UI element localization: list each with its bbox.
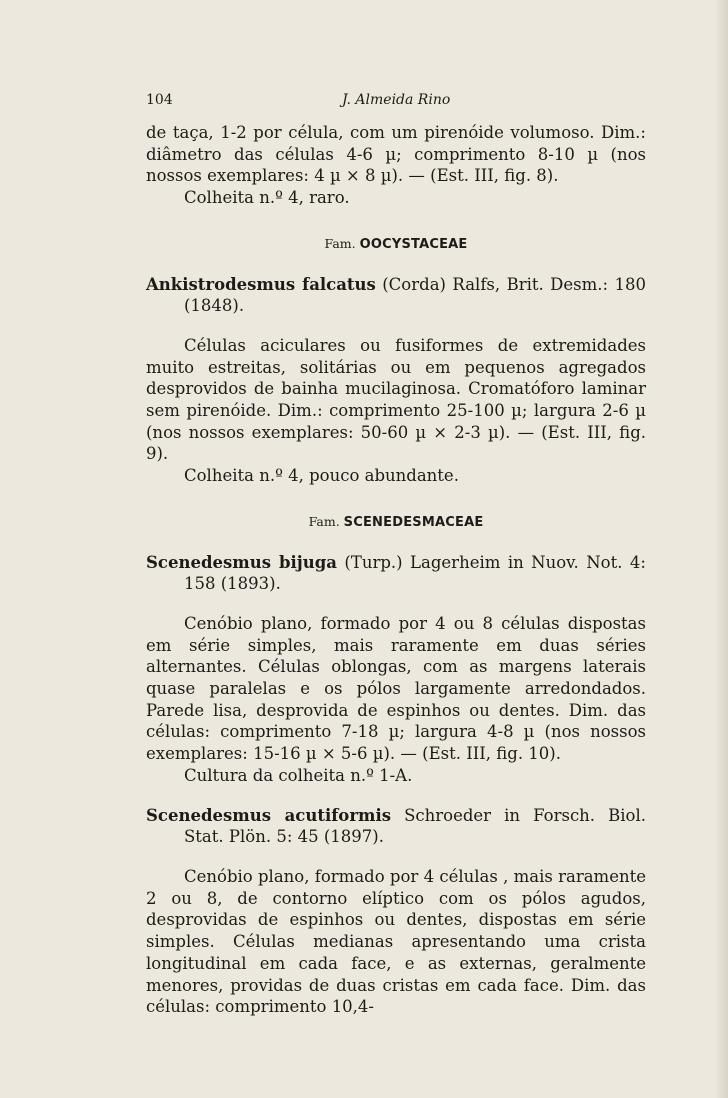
species-name: Scenedesmus bijuga xyxy=(146,552,337,572)
page-number: 104 xyxy=(146,92,173,108)
running-header xyxy=(146,92,646,112)
species-entry-scenedesmus-acutiformis xyxy=(146,805,646,848)
species-description: Cenóbio plano, formado por 4 ou 8 células dispostas em série simples, mais raramente em duas séries alternantes. Células oblongas, com as margens laterais quase paralelas e os pólos largamente arredondados. Parede lisa, desprovida de espinhos ou dentes. Dim. das células: comprimento 7-18 µ; largura 4-8 µ (nos nossos exemplares: 15-16 µ × 5-6 µ). — (Est. III, fig. 10). xyxy=(146,613,646,764)
family-prefix: Fam. xyxy=(324,235,356,251)
family-heading-scenedesmaceae xyxy=(146,511,646,534)
family-name: OOCYSTACEAE xyxy=(359,236,468,252)
species-entry-scenedesmus-bijuga xyxy=(146,552,646,595)
continued-paragraph: de taça, 1-2 por célula, com um pirenóide volumoso. Dim.: diâmetro das células 4-6 µ; comprimento 8-10 µ (nos nossos exemplares: 4 µ × 8 µ). — (Est. III, fig. 8). xyxy=(146,123,646,186)
family-heading-oocystaceae xyxy=(146,233,646,256)
species-description: Cenóbio plano, formado por 4 células , mais raramente 2 ou 8, de contorno elíptico com os pólos agudos, desprovidas de espinhos ou dentes, dispostas em série simples. Células medianas apresentando uma crista longitudinal em cada face, e as externas, geralmente menores, providas de duas cristas em cada face. Dim. das células: comprimento 10,4- xyxy=(146,866,646,1017)
family-name: SCENEDESMACEAE xyxy=(343,514,484,530)
family-prefix: Fam. xyxy=(308,513,340,529)
species-name: Ankistrodesmus falcatus xyxy=(146,274,376,294)
species-citation: (Turp.) Lagerheim in Nuov. Not. 4: 158 (1893). xyxy=(184,552,646,594)
species-entry-ankistrodesmus xyxy=(146,274,646,317)
colheita-note: Colheita n.º 4, raro. xyxy=(184,188,350,208)
cultura-note: Cultura da colheita n.º 1-A. xyxy=(184,765,413,785)
page-edge-shadow xyxy=(714,0,728,1098)
running-title: J. Almeida Rino xyxy=(342,92,451,108)
page-body xyxy=(146,122,646,1018)
colheita-note: Colheita n.º 4, pouco abundante. xyxy=(184,466,459,486)
species-citation: Schroeder in Forsch. Biol. Stat. Plön. 5: 45 (1897). xyxy=(184,805,646,847)
species-name: Scenedesmus acutiformis xyxy=(146,805,392,825)
species-citation: (Corda) Ralfs, Brit. Desm.: 180 (1848). xyxy=(184,274,646,316)
species-description: Células aciculares ou fusiformes de extremidades muito estreitas, solitárias ou em pequenos agregados desprovidos de bainha mucilaginosa. Cromatóforo laminar sem pirenóide. Dim.: comprimento 25-100 µ; largura 2-6 µ (nos nossos exemplares: 50-60 µ × 2-3 µ). — (Est. III, fig. 9). xyxy=(146,335,646,464)
